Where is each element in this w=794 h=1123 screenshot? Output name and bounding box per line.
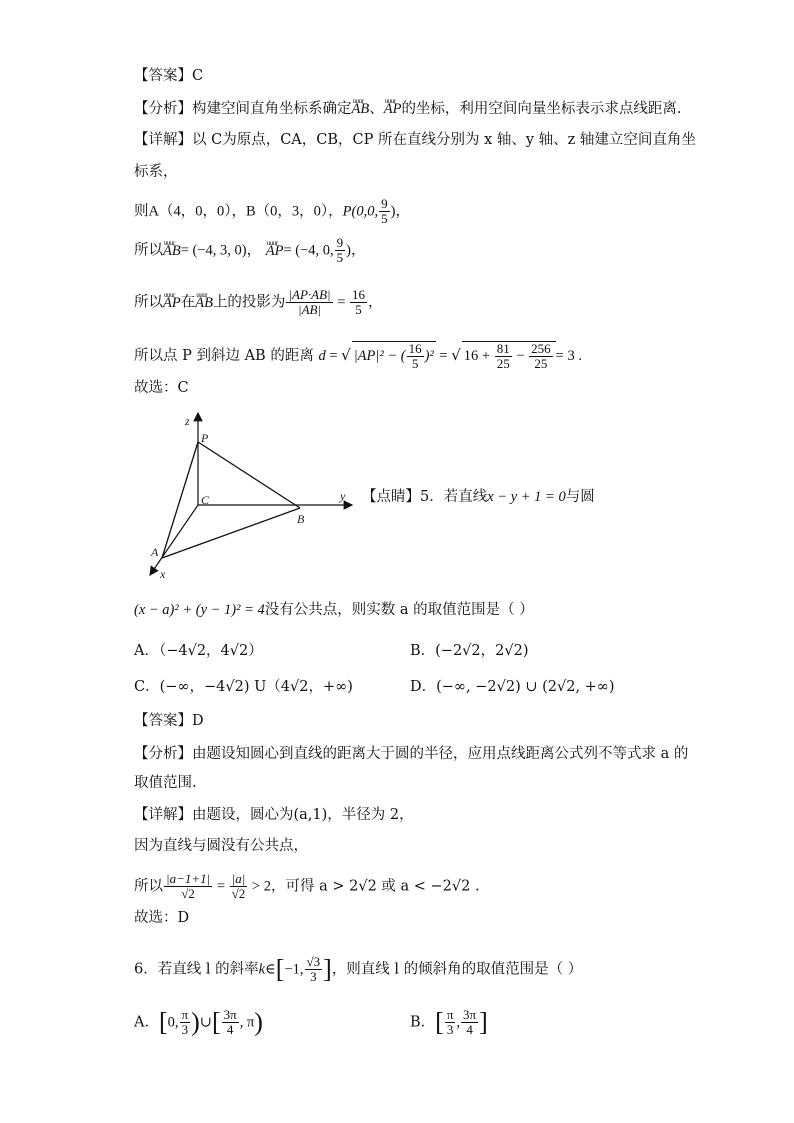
detail-text-1: 以 C为原点，CA，CB，CP 所在直线分别为 x 轴、y 轴、z 轴建立空间直角坐: [192, 132, 696, 148]
q5-stem-c: 没有公共点，则实数 a 的取值范围是（ ）: [264, 602, 534, 618]
fraction-9-5: $\frac{9}{5}$: [336, 235, 344, 265]
label-p: P: [201, 431, 209, 445]
vector-ap: uuur AP: [266, 241, 284, 261]
fraction-9-5: $\frac{9}{5}$: [381, 196, 388, 226]
distance-radicand-1: |AP|² − ( $\frac{16}{5}$ )²: [353, 341, 434, 371]
vector-ap-value: = (−4, 0,: [283, 242, 334, 259]
coords-prefix: 则: [134, 203, 149, 220]
circle-equation: (x − a)² + (y − 1)² = 4: [134, 602, 265, 618]
tip-tag: 【点睛】: [362, 489, 420, 505]
q6-option-a: A．[0, $\frac{\pi}{3}$ )∪[ $\frac{3\pi}{4}$ , π): [134, 1007, 263, 1037]
q4-detail-line-2: 标系，: [134, 164, 178, 180]
sqrt3-over-3: $\frac{√3}{3}$: [306, 954, 321, 984]
distance-fraction-2: $\frac{|a|}{√2}$: [231, 871, 246, 901]
projection-value: $\frac{16}{5}$: [352, 287, 366, 317]
vector-ab: uuur AB: [163, 241, 181, 261]
vector-ab: uuur AB: [352, 99, 370, 119]
q5-answer-line: [134, 711, 204, 731]
label-z: z: [185, 414, 190, 428]
analysis-text-a: 构建空间直角坐标系确定: [192, 101, 352, 117]
dist-prefix: 所以点 P 到斜边 AB 的距离: [134, 347, 314, 364]
analysis-text-1: 由题设知圆心到直线的距离大于圆的半径，应用点线距离公式列不等式求 a 的: [192, 746, 689, 762]
q5-detail-line-2: 因为直线与圆没有公共点，: [134, 838, 308, 854]
edge-pb: [198, 442, 300, 508]
q5-option-b: B．(−2√2，2√2): [410, 643, 529, 659]
vector-ab-value: = (−4, 3, 0)，: [180, 242, 262, 259]
detail-tag: 【详解】: [134, 807, 192, 823]
q5-option-a: A．（−4√2，4√2）: [134, 643, 263, 659]
answer-value: C: [192, 68, 204, 84]
q5-detail-line-3: 所以 $\frac{|a-1+1|}{√2}$ = $\frac{|a|}{√2}$ > 2，可得 a > 2√2 或 a < −2√2 .: [134, 871, 480, 901]
label-b: B: [297, 512, 305, 526]
answer-tag: 【答案】: [134, 713, 192, 729]
x-axis: [150, 505, 198, 575]
detail-text-1: 由题设，圆心为(a,1)，半径为 2，: [192, 807, 414, 823]
edge-ab: [162, 508, 300, 558]
q4-coords-line: 则A（4，0，0），B（0，3，0），P(0,0, $\frac{9}{5}$ )，: [134, 196, 410, 226]
q5-stem-line-1: [362, 487, 595, 507]
vector-ab: uuur AB: [195, 293, 213, 313]
q5-stem-b: 与圆: [565, 489, 595, 505]
detail-tag: 【详解】: [134, 132, 192, 148]
q5-analysis-line-2: 取值范围.: [134, 775, 197, 791]
proj-suffix: 上的投影为: [212, 294, 286, 311]
q5-choice: 故选：D: [134, 910, 190, 926]
q6-stem-a: 6．若直线 l 的斜率: [134, 961, 259, 978]
q4-distance-line: 所以点 P 到斜边 AB 的距离 d = √ |AP|² − ( $\frac{16}{5}$ )² = √ 16 + $\frac{81}{25}$ − $\frac{256}{25}$ = 3 .: [134, 341, 582, 371]
edge-pa: [162, 442, 198, 558]
q5-option-d: D．(−∞, −2√2) ∪ (2√2, +∞): [410, 679, 615, 695]
q4-analysis-line: [134, 99, 682, 119]
answer-tag: 【答案】: [134, 68, 192, 84]
vector-ap: uuur AP: [384, 99, 402, 119]
q6-option-b-label: B．: [410, 1014, 436, 1031]
proj-mid: 在: [180, 294, 196, 311]
q4-projection-line: 所以uuur AP在uuur AB上的投影为 $\frac{|AP\cdot AB|}{|AB|}$ = $\frac{16}{5}$ ，: [134, 288, 383, 317]
q5-detail-line-1: [134, 805, 414, 825]
q6-stem-b: ，则直线 l 的倾斜角的取值范围是（ ）: [331, 961, 583, 978]
label-c: C: [201, 493, 210, 507]
q6-stem: 6．若直线 l 的斜率k∈[−1, $\frac{√3}{3}$ ]，则直线 l 的倾斜角的取值范围是（ ）: [134, 954, 583, 984]
q4-choice: 故选：C: [134, 380, 189, 396]
q4-vector-line: 所以uuur AB= (−4, 3, 0)， uuur AP= (−4, 0, $\frac{9}{5}$ )，: [134, 236, 365, 265]
analysis-text-c: 的坐标，利用空间向量坐标表示求点线距离.: [401, 101, 682, 117]
q5-stem-line-2: [134, 600, 534, 620]
label-y: y: [340, 489, 346, 503]
distance-result: = 3 .: [555, 347, 582, 364]
answer-value: D: [192, 713, 204, 729]
detail-3-suffix: ，可得 a > 2√2 或 a < −2√2 .: [270, 878, 480, 895]
analysis-tag: 【分析】: [134, 746, 192, 762]
q5-stem-a: 5．若直线: [420, 489, 488, 505]
q4-detail-line-1: [134, 130, 696, 150]
q6-option-a-label: A．: [134, 1014, 159, 1031]
q5-option-c: C．(−∞，−4√2) U（4√2，+∞): [134, 679, 353, 695]
vector-ap: uuur AP: [163, 293, 181, 313]
coords-ab: A（4，0，0），B（0，3，0），: [148, 203, 343, 220]
label-x: x: [160, 567, 166, 581]
distance-fraction-1: $\frac{|a-1+1|}{√2}$: [166, 871, 211, 901]
vec-prefix: 所以: [134, 242, 163, 259]
q4-answer-line: [134, 66, 203, 86]
distance-radicand-2: 16 + $\frac{81}{25}$ − $\frac{256}{25}$: [462, 341, 556, 371]
line-equation: x − y + 1 = 0: [487, 489, 566, 505]
analysis-tag: 【分析】: [134, 101, 192, 117]
label-a: A: [151, 545, 159, 559]
coordinate-figure: [140, 405, 365, 585]
projection-fraction: $\frac{|AP\cdot AB|}{|AB|}$: [288, 287, 331, 317]
q6-option-b: B．[ $\frac{\pi}{3}$ , $\frac{3\pi}{4}$ ]: [410, 1007, 488, 1037]
q5-analysis-line-1: [134, 744, 688, 764]
proj-prefix: 所以: [134, 294, 163, 311]
analysis-text-b: 、: [369, 101, 384, 117]
detail-3-prefix: 所以: [134, 878, 163, 895]
coords-p: P(0,0,: [342, 203, 379, 220]
